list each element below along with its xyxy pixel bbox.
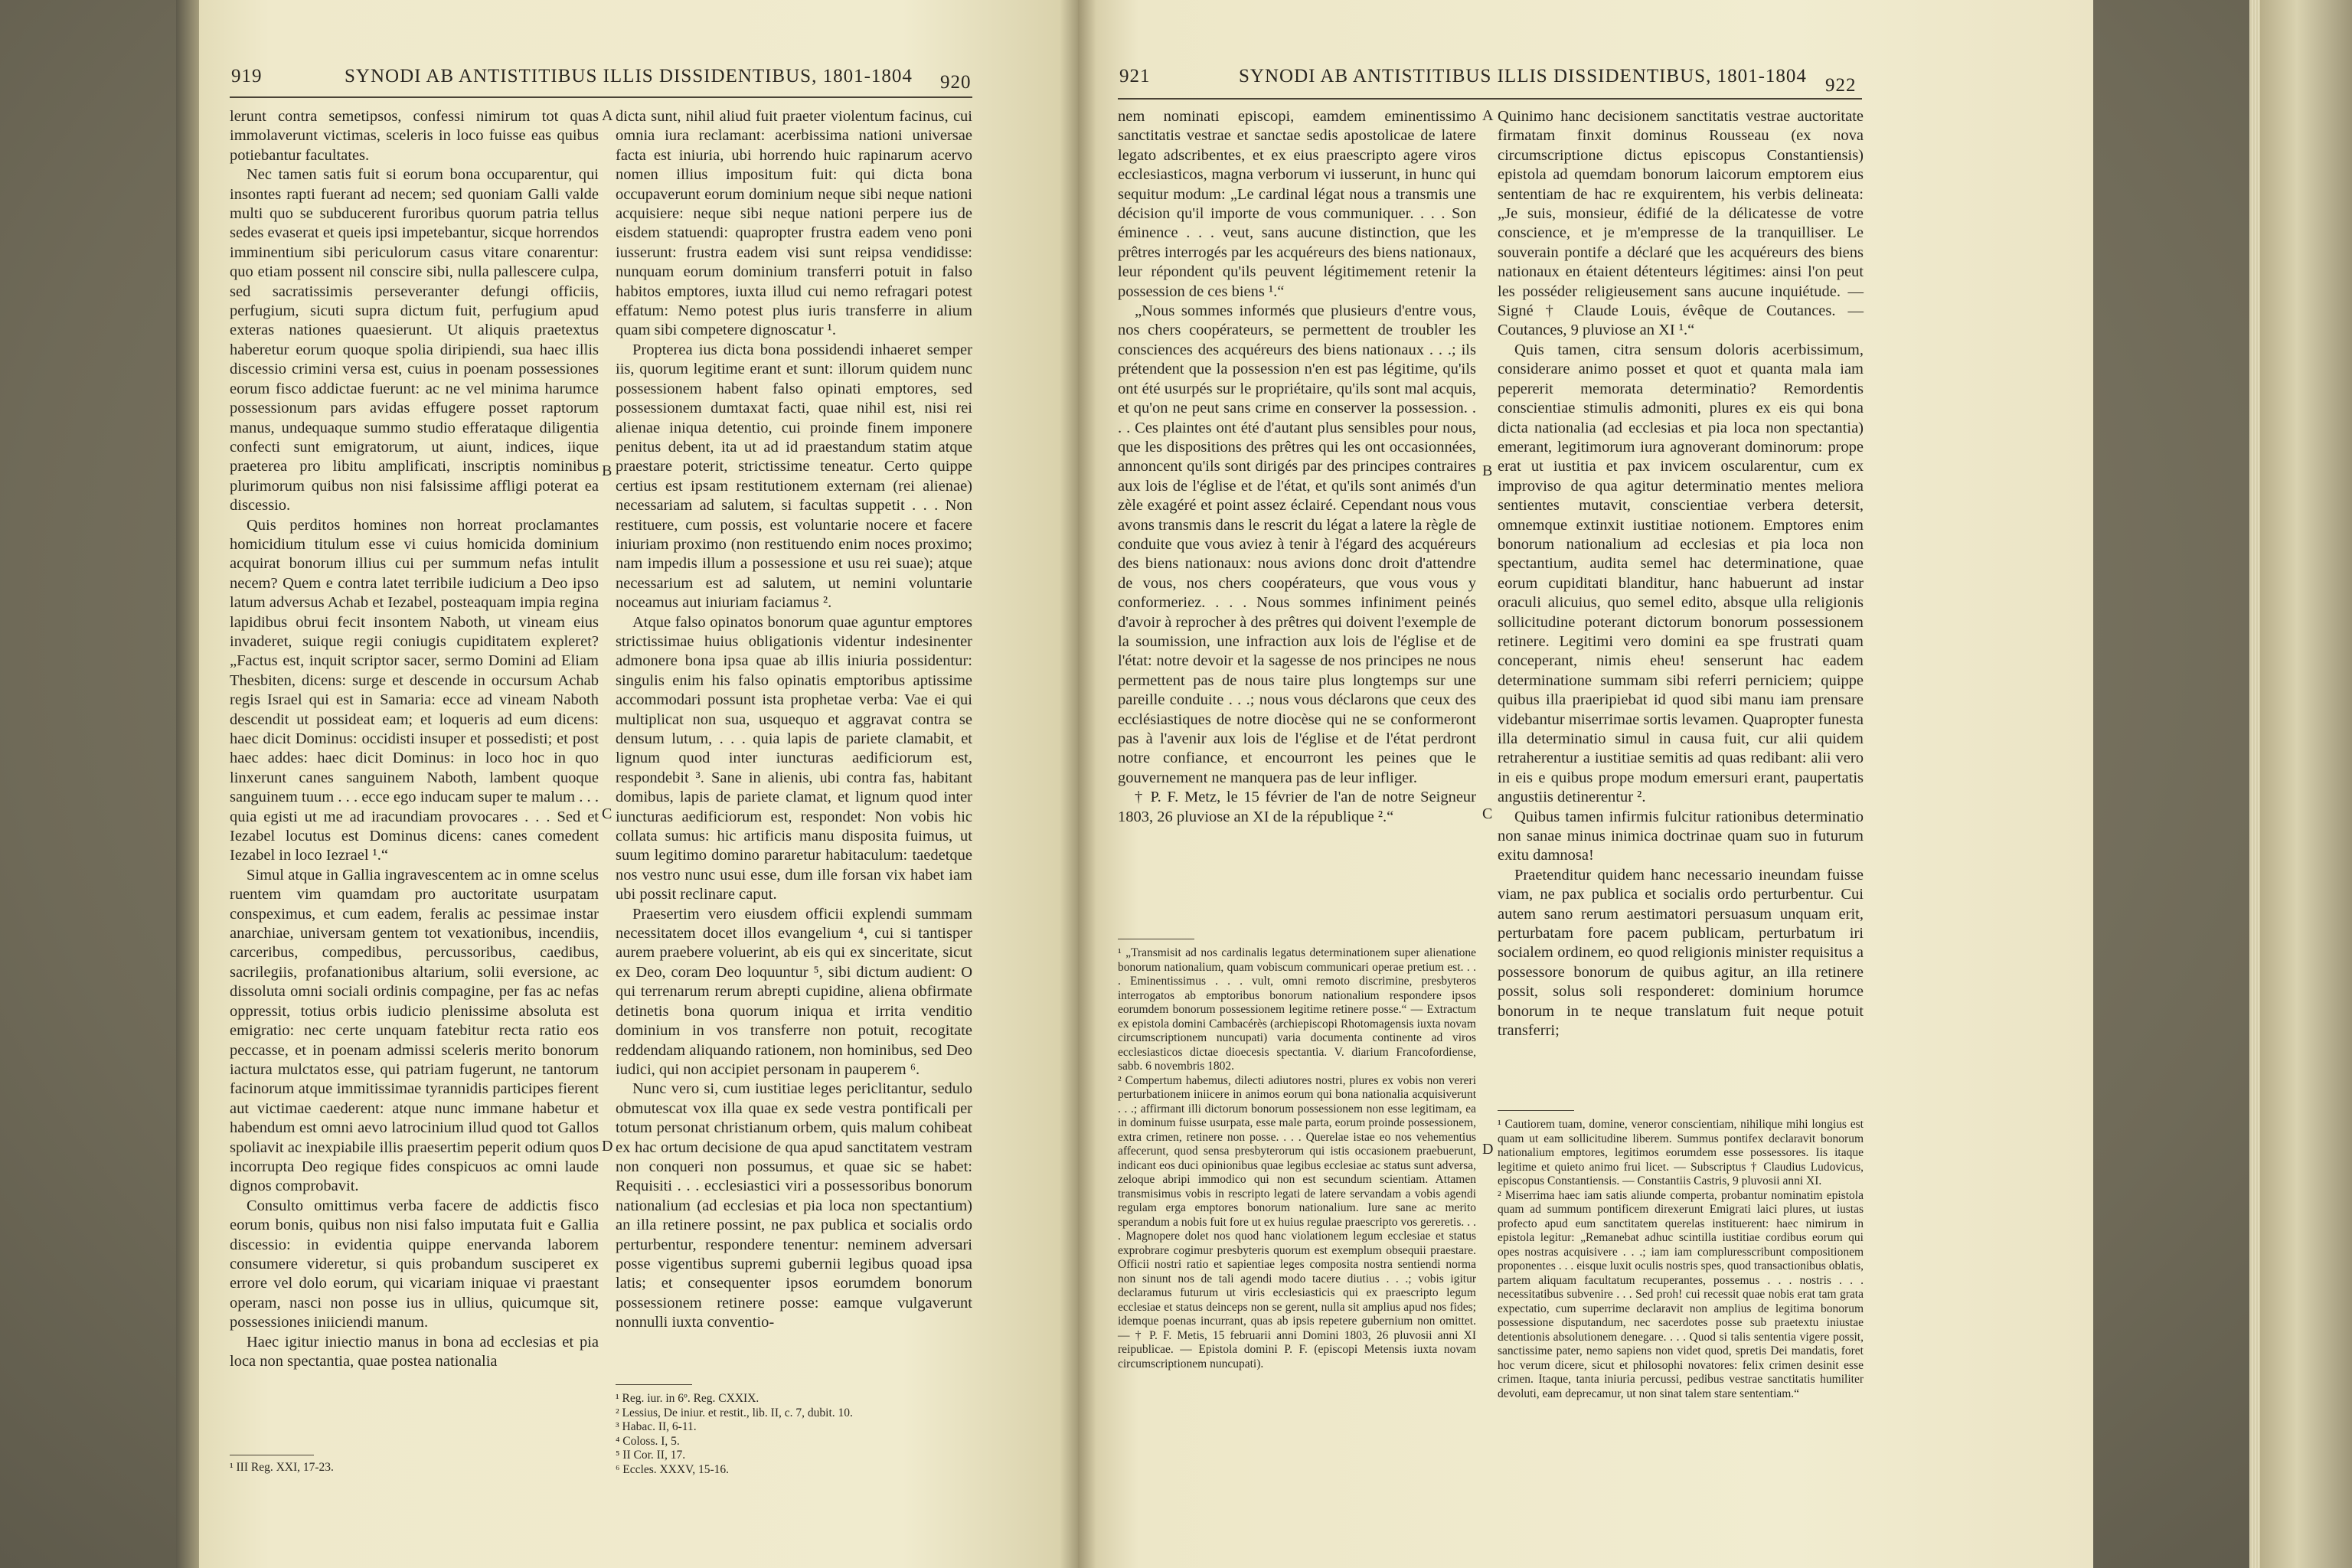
right-page xyxy=(1078,0,2093,1568)
footnote-rule xyxy=(616,1384,692,1385)
paragraph: dicta sunt, nihil aliud fuit praeter violentum facinus, cui omnia iura reclamant: acerbissima nationi universae facta est iniuria, ubi horrendo huic rapinarum acervo nomen illius impositum fuit: qui dicta bona occupaverunt eorum dominium neque sibi neque nationi acquisiere: neque sibi neque nationi perpere ius de eisdem statuendi: quapropter frustra eadem veno poni iusserunt: frustra eadem visi sunt reipsa vendidisse: nunquam eorum dominium transferri potuit in falso habitos emptores, iuxta illud cui nemo refragari potest effatum: Nemo potest plus iuris transferre in alium quam sibi competere dignoscatur ¹. xyxy=(616,108,972,339)
footnote: ⁴ Coloss. I, 5. xyxy=(616,1434,680,1448)
margin-marker-c: C xyxy=(602,805,612,822)
margin-marker-a: A xyxy=(602,107,613,124)
footnote: ² Lessius, De iniur. et restit., lib. II, c. 7, dubit. 10. xyxy=(616,1406,853,1419)
margin-marker-d: D xyxy=(602,1138,613,1155)
paragraph: Nunc vero si, cum iustitiae leges periclitantur, sedulo obmutescat vox illa quae ex sede vestra pontificali per totum personat christianum orbem, quis malum cohibeat ex hac ortum decisione de qua apud sanctitatem vestram non conqueri non possumus, et quae sic se habet: Requisiti . . . ecclesiastici viri a possessoribus bonorum nationalium (ad ecclesias et pia loca non spectantium) an illa retinere possint, ne pax publica et socialis ordo perturbentur, respondere tenentur: neminem adversari posse vigentibus supremi gubernii legibus quoad ipsa latis; et consequenter ipsos eorumdem bonorum possessionem retinere posse: eamque vulgaverunt nonnulli iuxta conventio- xyxy=(616,1080,972,1331)
paragraph: lerunt contra semetipsos, confessi nimirum tot quas immolaverunt victimas, sceleris in loco fuisse eas quibus potiebantur facultates. xyxy=(230,108,599,164)
running-title: SYNODI AB ANTISTITIBUS ILLIS DISSIDENTIBUS, 1801-1804 xyxy=(1239,66,1807,87)
paragraph: Consulto omittimus verba facere de addictis fisco eorum bonis, quibus non nisi falso imputata fuit e Gallia discessio: in evidentia quippe enervanda laborem consumere videretur, si quis probandum susciperet ex errore vel dolo eorum, qui vicariam iniquae vi praestant operam, nasci non posse ius in ullius, quicumque sit, possessiones iniiciendi manum. xyxy=(230,1197,599,1331)
page-number-919: 919 xyxy=(231,66,263,87)
footnote: ³ Habac. II, 6-11. xyxy=(616,1420,697,1433)
margin-marker-a: A xyxy=(1482,107,1494,124)
footnote: ² Miserrima haec iam satis aliunde comperta, probantur nominatim epistola quam ad summum pontificem direxerunt Emigrati laici plures, ut iustas profecto apud eum sanctitatem querelas instituerent: haec nimirum in epistola legitur: „Remanebat adhuc scintilla iustitiae cordibus eorum qui opes nostras acquisivere . . .; iam iam compluresscribunt compositionem proponentes . . . eisque luxit oculis nostris spes, quod transactionibus oblatis, partem aliquam facultatum recuperantes, possemus . . . nostris . . . necessitatibus subvenire . . . Sed proh! cui recessit quae nobis erat tam grata expectatio, cum superrime declaravit non amplius de legitima bonorum possessione disputandum, nec sacerdotes posse sub praetextu iniustae detentionis absolutionem denegare. . . . Quod si talis sententia vigere possit, sanctissime pater, nemo sapiens non videt quod, spretis Dei mandatis, foret hoc verum dicere, sicut et philosophi novatores: felix crimen desinit esse crimen. Itaque, tanta iniuria percussi, pedibus vestrae sanctitatis humiliter devoluti, eam deprecamur, ut non sinat talem stare sententiam.“ xyxy=(1498,1188,1864,1400)
page-number-922: 922 xyxy=(1825,75,1857,96)
margin-marker-b: B xyxy=(1482,462,1493,479)
left-page xyxy=(199,0,1078,1568)
right-page-column-1 xyxy=(1118,107,1476,827)
margin-marker-d: D xyxy=(1482,1141,1494,1158)
footnote: ⁵ II Cor. II, 17. xyxy=(616,1449,686,1462)
footnote: ² Compertum habemus, dilecti adiutores nostri, plures ex vobis non vereri perturbationem iniicere in animos eorum qui bona nationalia acquisiverunt . . .; affirmant illi dictorum bonorum possessionem non esse legitimam, ea in dominum fuisse usurpata, esse male parta, eorum proinde possessionem, extra crimen, retinere non posse. . . . Querelae istae eo nos vehementius affecerunt, quod sensa presbyterorum qui istis occasionem praebuerunt, indicant eos duci opinionibus quae legibus ecclesiae ac status sunt adversa, zeloque abripi immodico qui non est secundum scientiam. Attamen transmisimus vobis in rescripto legati de latere servandam a vobis agendi regulam erga emptores bonorum nationalium. Iure sane ac merito sperandum a nobis fuit fore ut ex huius regulae praescripto vos gereretis. . . . Magnopere dolet nos quod hanc violationem legum ecclesiae et status exprobrare cogimur presbyteris quorum est exemplum obsequii praestare. Officii nostri ratio et sapientiae leges composita nostra sentiendi norma non sinunt nos de tali agendi modo tacere diutius . . .; vobis igitur declaramus futurum ut viris ecclesiasticis qui ex praescripto legum ecclesiae et status deinceps non se gerent, nulla sit amplius apud nos fides; idemque poenas incurrant, quas ab ipsis repetere gubernium non omittet. — † P. F. Metis, 15 februarii anni Domini 1803, 26 pluvosii anni XI reipublicae. — Epistola domini P. F. (episcopi Metensis iuxta novam circumscriptionem nuncupati). xyxy=(1118,1073,1476,1370)
book-cover-edge-right xyxy=(2260,0,2352,1568)
paragraph: Simul atque in Gallia ingravescentem ac in omne scelus ruentem vim quamdam pro auctoritate usurpatam conspeximus, et cum eadem, feralis ac pessimae instar anarchiae, universam gentem tot vexationibus, incendiis, carceribus, compedibus, percussoribus, caedibus, sacrilegiis, profanationibus altarium, solii eversione, ac dissoluta omni sociali ordinis compagine, per fas ac nefas oppressit, totius orbis iudicio plenissime absoluta est emigratio: nec certe unquam fatebitur recta ratio eos peccasse, et in poenam admissi sceleris merito bonorum iactura mulctatos esse, qui patriam fugerunt, ne tantorum facinorum atque immitissimae tyrannidis participes fierent aut victimae caederent: atque nunc immane habetur et habendum est omni aevo latrocinium illud quod tot Gallos spoliavit ac inexpiabile illis praesertim peperit odium quos incorrupta Deo regique fides conspicuos ac omni laude dignos comprobavit. xyxy=(230,866,599,1195)
paragraph: † P. F. Metz, le 15 février de l'an de notre Seigneur 1803, 26 pluviose an XI de la république ².“ xyxy=(1118,789,1476,825)
left-column-2-footnotes xyxy=(616,1392,972,1477)
paragraph: Quibus tamen infirmis fulcitur rationibus determinatio non sanae minus inimica doctrinae quam suo in futurum exitu damnosa! xyxy=(1498,808,1864,864)
footnote: ¹ III Reg. XXI, 17-23. xyxy=(230,1461,334,1474)
header-rule xyxy=(230,96,972,98)
right-page-column-2 xyxy=(1498,107,1864,1041)
paragraph: „Nous sommes informés que plusieurs d'entre vous, nos chers coopérateurs, se permettent de troubler les consciences des acquéreurs des biens nationaux . . .; ils prétendent que la possession n'en est pas légitime, qu'ils ont été usurpés sur le propriétaire, qu'ils sont mal acquis, et qu'on ne peut sans crime en conserver la possession. . . . Ces plaintes ont été d'autant plus sensibles pour nous, que les dispositions des prêtres qui les ont occasionnées, annoncent qu'ils sont dirigés par des principes contraires aux lois de l'église et de l'état, et qu'ils sont animés d'un zèle exagéré et point assez éclairé. Cependant nous vous avons transmis dans le rescrit du légat a latere la règle de conduite que vous aviez à tenir à l'égard des acquéreurs des biens nationaux: nous avions donc droit d'attendre de vous, nos chers coopérateurs, que vous vous y conformeriez. . . . Nous sommes infiniment peinés d'avoir à reprocher à des prêtres qui doivent l'exemple de la soumission, une infraction aux lois de l'église et de l'état: notre devoir et la sagesse de nos principes ne nous permettent pas de nous taire plus longtemps sur une pareille conduite . . .; nous vous déclarons que ceux des ecclésiastiques de notre diocèse qui ne se conformeront pas à l'avenir aux lois de l'église et de l'état perdront notre confiance, et encourront les peines que le gouvernement ne manquera pas de leur infliger. xyxy=(1118,302,1476,786)
footnote: ¹ Reg. iur. in 6º. Reg. CXXIX. xyxy=(616,1392,760,1405)
footnote: ⁶ Eccles. XXXV, 15-16. xyxy=(616,1462,730,1476)
paragraph: Nec tamen satis fuit si eorum bona occuparentur, qui insontes rapti fuerant ad necem; sed quoniam Galli valde multi quo se subducerent furoribus quorum patria tellus sedes evaserat et queis ipsi impetebantur, sicque horrendos imminentium sibi periculorum casus vitare conarentur: quo etiam possent nil conscire sibi, nulla pallescere culpa, sed sacratissimis perseveranter defungi officiis, perfugium, sicuti supra dictum fuit, perfugium apud exteras nationes quaesierunt. Ut aliquis praetextus haberetur eorum quoque spolia diripiendi, sua haec illis discessio crimini versa est, cuius in poenam possessiones eorum fisco addictae fuerunt: ac ne vel minima harumce possessionum pars avidas effugere posset raptorum manus, undequaque summo studio efferataque diligentia confecti sunt emigratorum, ut aiunt, indices, iique praeterea pro libitu amplificati, inscriptis nominibus plurimorum quibus non nisi falsissime affligi poterat ea discessio. xyxy=(230,166,599,514)
footnote: ¹ Cautiorem tuam, domine, veneror conscientiam, nihilique mihi longius est quam ut eam sollicitudine liberem. Summus pontifex declaravit bonorum nationalium emptores, legitimos eorumdem esse possessores. Iis itaque legitime et quieto animo frui licet. — Subscriptus † Claudius Ludovicus, episcopus Constantiensis. — Constantiis Castris, 9 pluvosii anni XI. xyxy=(1498,1118,1864,1187)
left-page-column-2 xyxy=(616,107,972,1333)
footnote: ¹ „Transmisit ad nos cardinalis legatus determinationem super alienatione bonorum nationalium, quam vobiscum communicari operae pretium est. . . . Eminentissimus . . . vult, omni remoto discrimine, presbyteros interrogatos ab emptoribus bonorum nationalium respondere ipsos eorumdem bonorum possessionem legitime retinere posse.“ — Extractum ex epistola domini Cambacérès (archiepiscopi Rhotomagensis iuxta novam circumscriptionem nuncupati) varia documenta continente ad viros ecclesiasticos dictae dioecesis spectantia. V. diarium Francofordiense, sabb. 6 novembris 1802. xyxy=(1118,946,1476,1073)
paragraph: Atque falso opinatos bonorum quae aguntur emptores strictissimae huius obligationis videntur indesinenter admonere bona ipsa quae ab illis iniuria possidentur: singulis enim his falso opinatis emptoribus aptissime accommodari possunt ista prophetae verba: Vae ei qui multiplicat non sua, usquequo et aggravat contra se densum lutum, . . . quia lapis de pariete clamabit, et lignum quod inter iuncturas aedificiorum est, respondebit ³. Sane in alienis, ubi contra fas, habitant domibus, lapis de pariete clamat, et lignum quod inter iuncturas aedificiorum est, respondet: Non vobis hic collata sumus: hic artificis manu disposita fuimus, ut suum legitimo domino pararetur habitaculum: taedetque nos vestro nunc usui esse, dum ille forsan vix habet iam ubi possit reclinare caput. xyxy=(616,613,972,903)
paragraph: Propterea ius dicta bona possidendi inhaeret semper iis, quorum legitime erant et sunt: illorum quidem nunc possessionem habent falso opinati emptores, sed possessionem dumtaxat facti, quae nihil est, nisi rei alienae iniqua detentio, cui proinde finem imponere penitus debent, ita ut ad id praestandum statim atque praestare poterit, strictissime teneatur. Certo quippe certius est ipsam restitutionem externam (rei alienae) necessariam ad salutem, si facultas suppetit . . . Non restituere, cum possis, est voluntarie nocere et facere iniuriam proximo (non restituendo enim noces proximo; nam impedis illum a possessione et usu rei suae); atque necessarium est ad salutem, ut nemini voluntarie noceamus aut iniuriam faciamus ². xyxy=(616,341,972,612)
margin-marker-c: C xyxy=(1482,805,1493,822)
footnote-rule xyxy=(1498,1110,1574,1111)
paragraph: Quinimo hanc decisionem sanctitatis vestrae auctoritate firmatam finxit dominus Rousseau (ex nova circumscriptione dictus episcopus Constantiensis) epistola ad quemdam bonorum laicorum emptorem eius sententiam de hac re exquirentem, his verbis delineata: „Je suis, monsieur, édifié de la délicatesse de votre conscience, et je m'empresse de la tranquilliser. Le souverain pontife a déclaré que les acquéreurs des biens nationaux en étaient détenteurs légitimes: ainsi l'on peut les posséder religieusement sans aucune inquiétude. — Signé † Claude Louis, évêque de Coutances. — Coutances, 9 pluviose an XI ¹.“ xyxy=(1498,108,1864,339)
left-column-1-footnotes xyxy=(230,1461,599,1475)
right-column-2-footnotes xyxy=(1498,1118,1864,1401)
left-page-column-1 xyxy=(230,107,599,1371)
page-number-920: 920 xyxy=(940,72,972,93)
paragraph: Quis tamen, citra sensum doloris acerbissimum, considerare animo posset et quot et quanta mala iam pepererit memorata determinatio? Remordentis conscientiae stimulis admoniti, plures ex eis qui bona dicta nationalia (ad ecclesias et pia loca non spectantia) emerant, legitimorum iura agnoverant dominorum: prope erat ut iustitia et pax invicem oscularentur, cum ex improviso de qua agitur determinatio mentes meliora sentientes mutavit, conscientiae verbera detersit, omnemque extinxit iustitiae notionem. Emptores enim bonorum nationalium ad ecclesias et pia loca non spectantium, audita semel hac determinatione, quae eorum cupiditati blanditur, hanc habuerunt ad instar oraculi alicuius, quo semel edito, absque ulla religionis sollicitudine poterant dictorum bonorum possessionem retinere. Legitimi vero domini ea spe frustrati quam conceperant, nimis eheu! senserunt hac eadem determinatione summam sibi referri perniciem; quippe quibus illa praeripiebat id quod sibi manu iam prensare videbantur miserrimae sortis levamen. Quapropter funesta illa determinatio simul in causa fuit, cur alii quidem retraherentur a iustitiae semitis ad quas redibant: alii vero in eis e quibus prope modum emersuri erant, paupertatis angustiis detinerentur ². xyxy=(1498,341,1864,806)
page-number-921: 921 xyxy=(1119,66,1151,87)
paragraph: nem nominati episcopi, eamdem eminentissimo sanctitatis vestrae et sanctae sedis apostolicae de latere legato adscribentes, et ex eius praescripto agere viros ecclesiasticos, magna verborum vi iusserunt, in hunc qui sequitur modum: „Le cardinal légat nous a transmis une décision qu'il importe de vous communiquer. . . . Son éminence . . . veut, sans aucune distinction, que les prêtres interrogés par les acquéreurs des biens nationaux, leur répondent qu'ils peuvent légitimement retenir la possession de ces biens ¹.“ xyxy=(1118,108,1476,300)
paragraph: Praesertim vero eiusdem officii explendi summam necessitatem docet illos evangelium ⁴, cui si tantisper aurem praebere voluerint, ab eis qui ex sinceritate, sicut ex Deo, coram Deo loquuntur ⁵, sibi dictum audient: O qui terrenarum rerum abrepti cupidine, aliena obfirmate detinetis bona quorum iniqua et irrita venditio dominium in vos transferre non potuit, recogitate reddendam aliquando rationem, non hominibus, sed Deo iudici, qui non accipiet personam in pauperem ⁶. xyxy=(616,905,972,1078)
running-title: SYNODI AB ANTISTITIBUS ILLIS DISSIDENTIBUS, 1801-1804 xyxy=(345,66,913,87)
margin-marker-b: B xyxy=(602,462,612,479)
paragraph: Quis perditos homines non horreat proclamantes homicidium titulum esse vi cuius homicida dominium acquirat bonorum illius cui per summum nefas intulit necem? Quem e contra latet terribile iudicium a Deo ipso latum adversus Achab et Iezabel, posteaquam impia regina lapidibus obrui fecit insontem Naboth, ut vineam eius invaderet, suique regii coniugis cupiditatem expleret? „Factus est, inquit scriptor sacer, sermo Domini ad Eliam Thesbiten, dicens: surge et descende in occursum Achab regis Israel qui est in Samaria: ecce ad vineam Naboth descendit ut possideat eam; et loqueris ad eum dicens: haec dicit Dominus: occidisti insuper et possedisti; et post haec addes: haec dicit Dominus: in loco hoc in quo linxerunt canes sanguinem Naboth, lambent quoque sanguinem tuum . . . ecce ego inducam super te malum . . . quia egisti ut me ad iracundiam provocares . . . Sed et Iezabel locutus est Dominus dicens: canes comedent Iezabel in loco Iezrael ¹.“ xyxy=(230,516,599,864)
right-column-1-footnotes xyxy=(1118,946,1476,1371)
paragraph: Praetenditur quidem hanc necessario ineundam fuisse viam, ne pax publica et socialis ordo perturbentur. Cui autem sano rerum aestimatori persuasum unquam erit, perturbatam fore pacem publicam, perturbatum iri socialem ordinem, eo quod religionis minister requisitus a possessore bonorum de quibus agitur, an illa retinere possit, solus soli responderet: dominium horumce bonorum in te neque translatum fuit neque potuit transferri; xyxy=(1498,866,1864,1040)
header-rule xyxy=(1118,98,1862,100)
book-gutter xyxy=(1060,0,1096,1568)
paragraph: Haec igitur iniectio manus in bona ad ecclesias et pia loca non spectantia, quae postea nationalia xyxy=(230,1333,599,1370)
